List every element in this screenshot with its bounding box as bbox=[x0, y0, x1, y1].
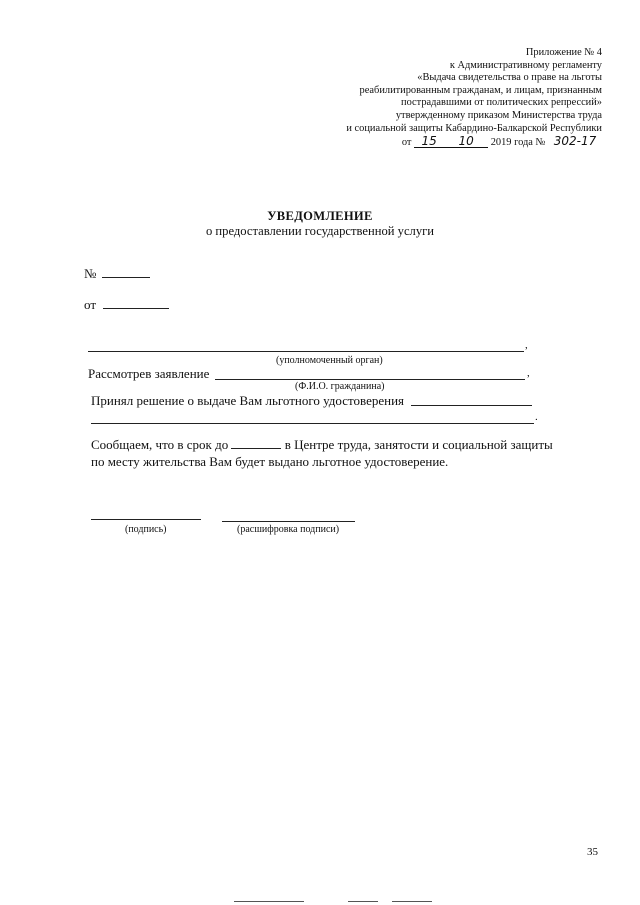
signature-decode-line bbox=[222, 521, 355, 522]
date-field bbox=[84, 297, 169, 313]
appendix-line: утвержденному приказом Министерства труда bbox=[395, 109, 602, 121]
decision-period: . bbox=[535, 411, 538, 423]
number-field bbox=[84, 266, 150, 282]
decision-continuation-line bbox=[91, 423, 534, 424]
number-label: № bbox=[84, 266, 97, 281]
message-line-1 bbox=[91, 437, 553, 453]
appendix-line: к Административному регламенту bbox=[449, 59, 602, 71]
date-blank bbox=[103, 308, 169, 309]
deadline-blank bbox=[231, 448, 281, 449]
decision-label: Принял решение о выдаче Вам льготного удостоверения bbox=[91, 393, 405, 408]
date-year: 2019 года № bbox=[490, 137, 546, 149]
handwritten-month: 10 bbox=[444, 135, 488, 148]
document-title: УВЕДОМЛЕНИЕ bbox=[267, 209, 373, 223]
authority-line bbox=[88, 351, 524, 352]
bottom-edge-fragment bbox=[234, 901, 304, 902]
appendix-line: Приложение № 4 bbox=[525, 47, 602, 58]
appendix-line: реабилитированным гражданам, и лицам, признанным bbox=[359, 84, 602, 96]
signature-decode-caption: (расшифровка подписи) bbox=[237, 524, 340, 535]
message-part-1: Сообщаем, что в срок до bbox=[91, 437, 229, 452]
citizen-caption: (Ф.И.О. гражданина) bbox=[295, 381, 385, 392]
number-blank bbox=[102, 277, 150, 278]
authority-comma: , bbox=[525, 339, 528, 351]
message-part-2: в Центре труда, занятости и социальной защиты bbox=[284, 437, 553, 452]
appendix-line: и социальной защиты Кабардино-Балкарской Республики bbox=[346, 122, 602, 134]
appendix-date-line bbox=[346, 135, 602, 150]
date-label: от bbox=[84, 297, 97, 312]
appendix-block bbox=[346, 47, 602, 150]
handwritten-day: 15 bbox=[414, 135, 444, 148]
signature-line bbox=[91, 519, 201, 520]
message-line-2: по месту жительства Вам будет выдано льготное удостоверение. bbox=[91, 454, 449, 469]
decision-line bbox=[411, 405, 532, 406]
application-comma: , bbox=[527, 367, 530, 379]
application-line bbox=[215, 379, 525, 380]
document-subtitle: о предоставлении государственной услуги bbox=[205, 224, 435, 238]
appendix-line: «Выдача свидетельства о праве на льготы bbox=[417, 72, 602, 84]
application-label: Рассмотрев заявление bbox=[88, 366, 210, 381]
bottom-edge-fragment bbox=[348, 901, 378, 902]
appendix-line: пострадавшими от политических репрессий» bbox=[401, 97, 602, 109]
authority-caption: (уполномоченный орган) bbox=[276, 355, 383, 366]
signature-caption: (подпись) bbox=[125, 524, 167, 535]
date-prefix: от bbox=[401, 137, 412, 149]
bottom-edge-fragment bbox=[392, 901, 432, 902]
handwritten-order-number: 302-17 bbox=[553, 134, 597, 149]
page-number: 35 bbox=[587, 846, 598, 858]
